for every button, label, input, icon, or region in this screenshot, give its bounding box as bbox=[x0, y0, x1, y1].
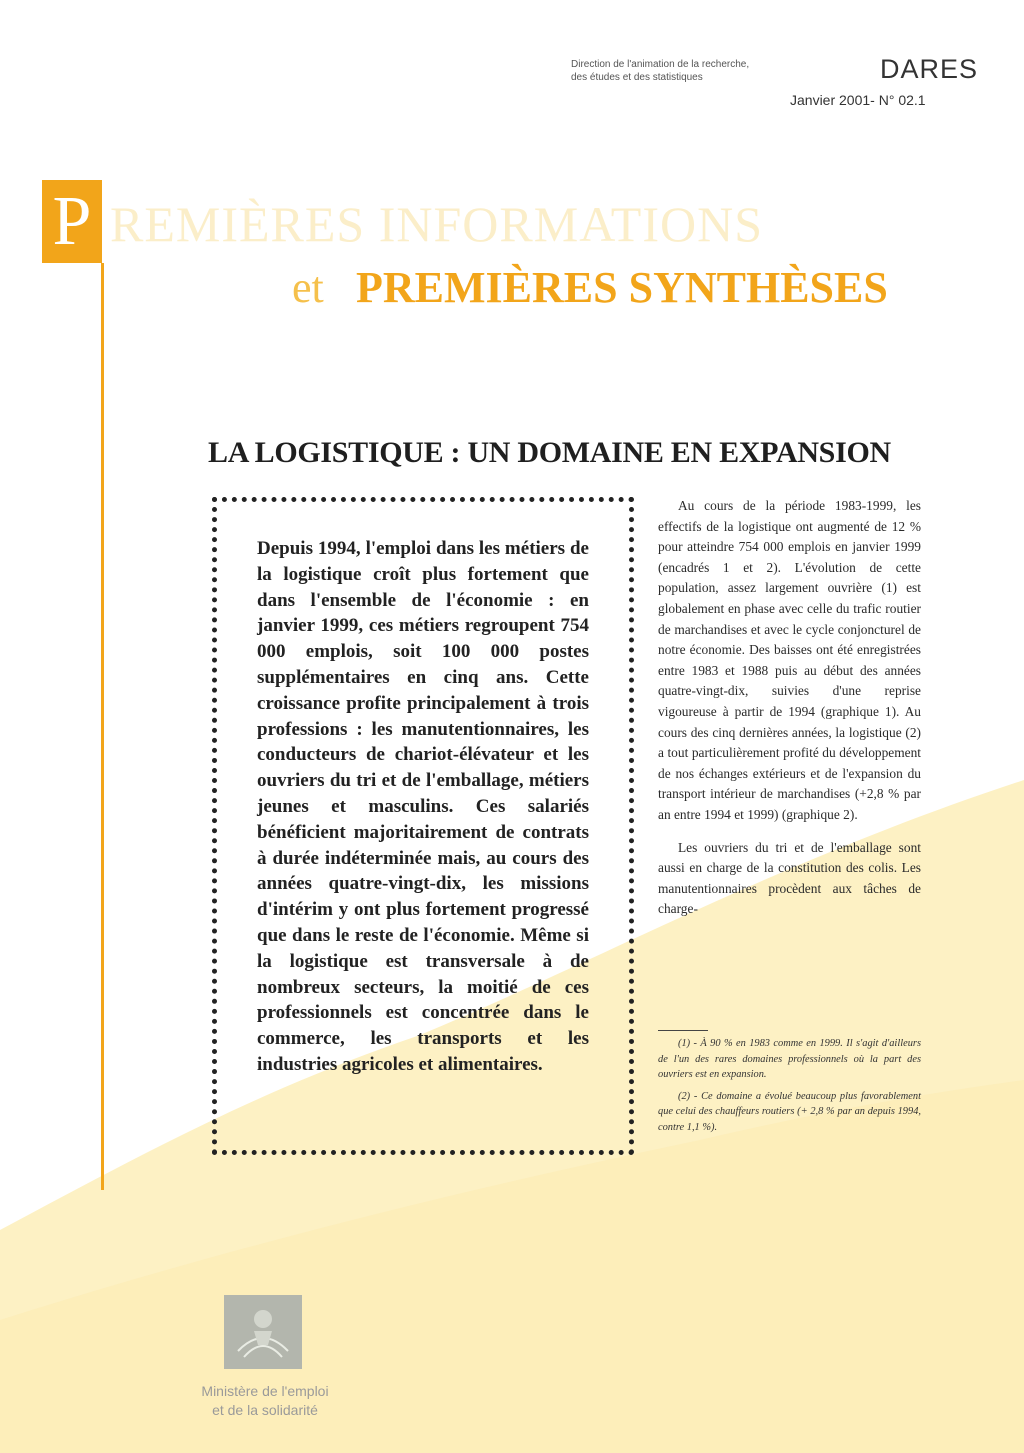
org-name: DARES bbox=[880, 54, 979, 84]
directorate-line1: Direction de l'animation de la recherche, bbox=[571, 59, 750, 70]
body-column bbox=[658, 496, 921, 920]
body-paragraph-2: Les ouvriers du tri et de l'emballage sont aussi en charge de la constitution des colis. Les manutentionnaires procèdent aux tâches de charge- bbox=[658, 839, 921, 917]
directorate-label bbox=[571, 58, 831, 84]
masthead-initial: P bbox=[42, 180, 102, 263]
article-title: LA LOGISTIQUE : UN DOMAINE EN EXPANSION bbox=[208, 436, 891, 469]
issue-number: Janvier 2001- N° 02.1 bbox=[790, 92, 926, 108]
directorate-line2: des études et des statistiques bbox=[571, 72, 703, 83]
masthead-vertical-rule bbox=[101, 263, 104, 1190]
ministry-logo-icon bbox=[224, 1295, 302, 1369]
body-paragraph-1: Au cours de la période 1983-1999, les effectifs de la logistique ont augmenté de 12 % pour atteindre 754 000 emplois en janvier 1999 (encadrés 1 et 2). L'évolution de cette population, assez largement ouvrière (1) est globalement en phase avec celle du trafic routier de marchandises et avec le cycle conjoncturel de notre économie. Des baisses ont été enregistrées entre 1983 et 1988 puis au début des années quatre-vingt-dix, suivies d'une reprise vigoureuse à partir de 1994 (graphique 1). Au cours des cinq dernières années, la logistique (2) a tout particulièrement profité du développement de nos échanges extérieurs et de l'expansion du transport intérieur de marchandises (+2,8 % par an entre 1994 et 1999) (graphique 2). bbox=[658, 498, 921, 822]
footnotes bbox=[658, 1036, 921, 1135]
masthead-line1: REMIÈRES INFORMATIONS bbox=[110, 196, 764, 252]
summary-box bbox=[212, 497, 634, 1155]
footnote-rule bbox=[658, 1030, 708, 1031]
ministry-name bbox=[180, 1382, 350, 1420]
masthead-et: et bbox=[292, 263, 324, 312]
masthead-line2: PREMIÈRES SYNTHÈSES bbox=[356, 263, 888, 312]
ministry-line1: Ministère de l'emploi bbox=[201, 1383, 329, 1399]
footnote-2: (2) - Ce domaine a évolué beaucoup plus favorablement que celui des chauffeurs routiers (+ 2,8 % par an depuis 1994, contre 1,1 %). bbox=[658, 1090, 921, 1133]
ministry-line2: et de la solidarité bbox=[212, 1402, 318, 1418]
footnote-1: (1) - À 90 % en 1983 comme en 1999. Il s'agit d'ailleurs de l'un des rares domaines professionnels où la part des ouvriers est en expansion. bbox=[658, 1038, 921, 1080]
summary-text: Depuis 1994, l'emploi dans les métiers de la logistique croît plus fortement que dans l'ensemble de l'économie : en janvier 1999, ces métiers regroupent 754 000 emplois, soit 100 000 postes supplémentaires en cinq ans. Cette croissance profite principalement à trois professions : les manutentionnaires, les conducteurs de chariot-élévateur et les ouvriers du tri et de l'emballage, métiers jeunes et masculins. Ces salariés bénéficient majoritairement de contrats à durée indéterminée mais, au cours des années quatre-vingt-dix, les missions d'intérim y ont plus fortement progressé que dans le reste de l'économie. Même si la logistique est transversale à de nombreux secteurs, la moitié de ces professionnels est concentrée dans le commerce, les transports et les industries agricoles et alimentaires. bbox=[257, 538, 589, 1075]
